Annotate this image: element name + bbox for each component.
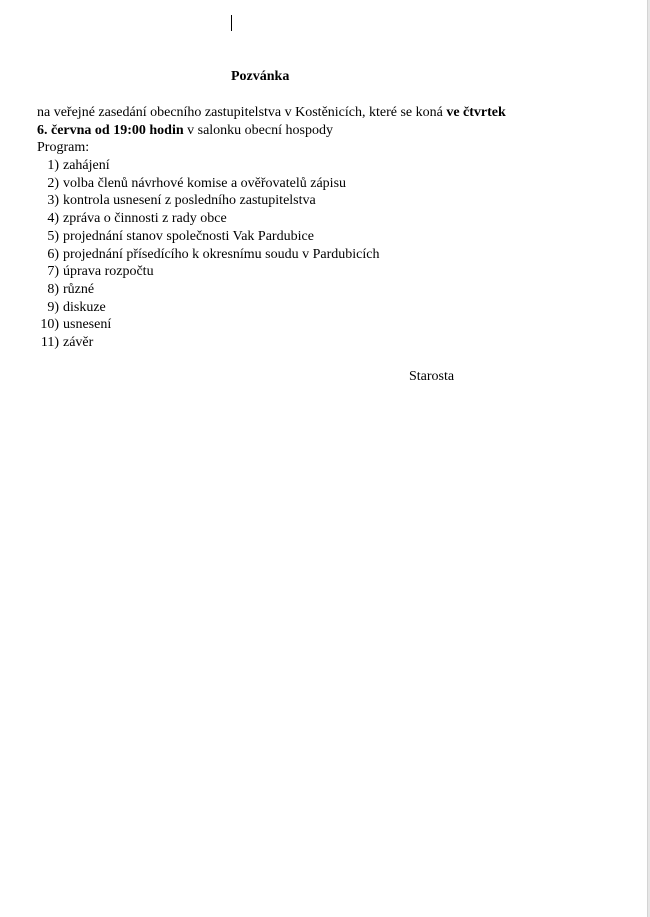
program-item xyxy=(37,334,637,352)
program-item xyxy=(37,210,637,228)
program-item-number: 6) xyxy=(47,246,59,262)
intro-line-1 xyxy=(37,104,637,122)
program-item-text: zpráva o činnosti z rady obce xyxy=(63,211,227,227)
program-item-number: 3) xyxy=(47,193,59,209)
program-item xyxy=(37,175,637,193)
program-item-number: 10) xyxy=(40,317,59,333)
program-item-number: 7) xyxy=(47,264,59,280)
program-item xyxy=(37,157,637,175)
document-body xyxy=(37,104,637,352)
program-item-text: usnesení xyxy=(63,317,112,333)
program-item-number: 9) xyxy=(47,299,59,315)
program-item xyxy=(37,299,637,317)
program-item-number: 4) xyxy=(47,211,59,227)
program-item-text: zahájení xyxy=(63,158,110,174)
program-item-number: 5) xyxy=(47,228,59,244)
text-cursor xyxy=(231,15,232,31)
program-item-text: projednání stanov společnosti Vak Pardubice xyxy=(63,228,314,244)
intro-line-2 xyxy=(37,122,637,140)
program-item-number: 2) xyxy=(47,175,59,191)
program-item-text: diskuze xyxy=(63,299,106,315)
program-item-text: úprava rozpočtu xyxy=(63,264,154,280)
document-title: Pozvánka xyxy=(231,69,290,84)
program-item-text: závěr xyxy=(63,334,94,350)
intro-bold-2: 6. června od 19:00 hodin xyxy=(37,122,184,138)
program-item xyxy=(37,192,637,210)
intro-bold-1: ve čtvrtek xyxy=(446,105,506,120)
program-item-number: 11) xyxy=(40,334,59,350)
program-item-text: různé xyxy=(63,281,95,297)
intro-text-2: v salonku obecní hospody xyxy=(183,122,333,138)
program-item-number: 8) xyxy=(47,281,59,297)
program-item-number: 1) xyxy=(47,158,59,174)
program-item-text: kontrola usnesení z posledního zastupitelstva xyxy=(63,193,316,209)
program-item xyxy=(37,316,637,334)
program-list xyxy=(37,157,637,352)
program-item-text: projednání přísedícího k okresnímu soudu v Pardubicích xyxy=(63,246,380,262)
program-item xyxy=(37,263,637,281)
program-item xyxy=(37,281,637,299)
program-item xyxy=(37,246,637,264)
intro-text-1: na veřejné zasedání obecního zastupitelstva v Kostěnicích, které se koná xyxy=(37,105,447,120)
program-item-text: volba členů návrhové komise a ověřovatelů zápisu xyxy=(63,175,347,191)
program-item xyxy=(37,228,637,246)
signature: Starosta xyxy=(409,369,455,384)
program-label: Program: xyxy=(37,140,90,156)
